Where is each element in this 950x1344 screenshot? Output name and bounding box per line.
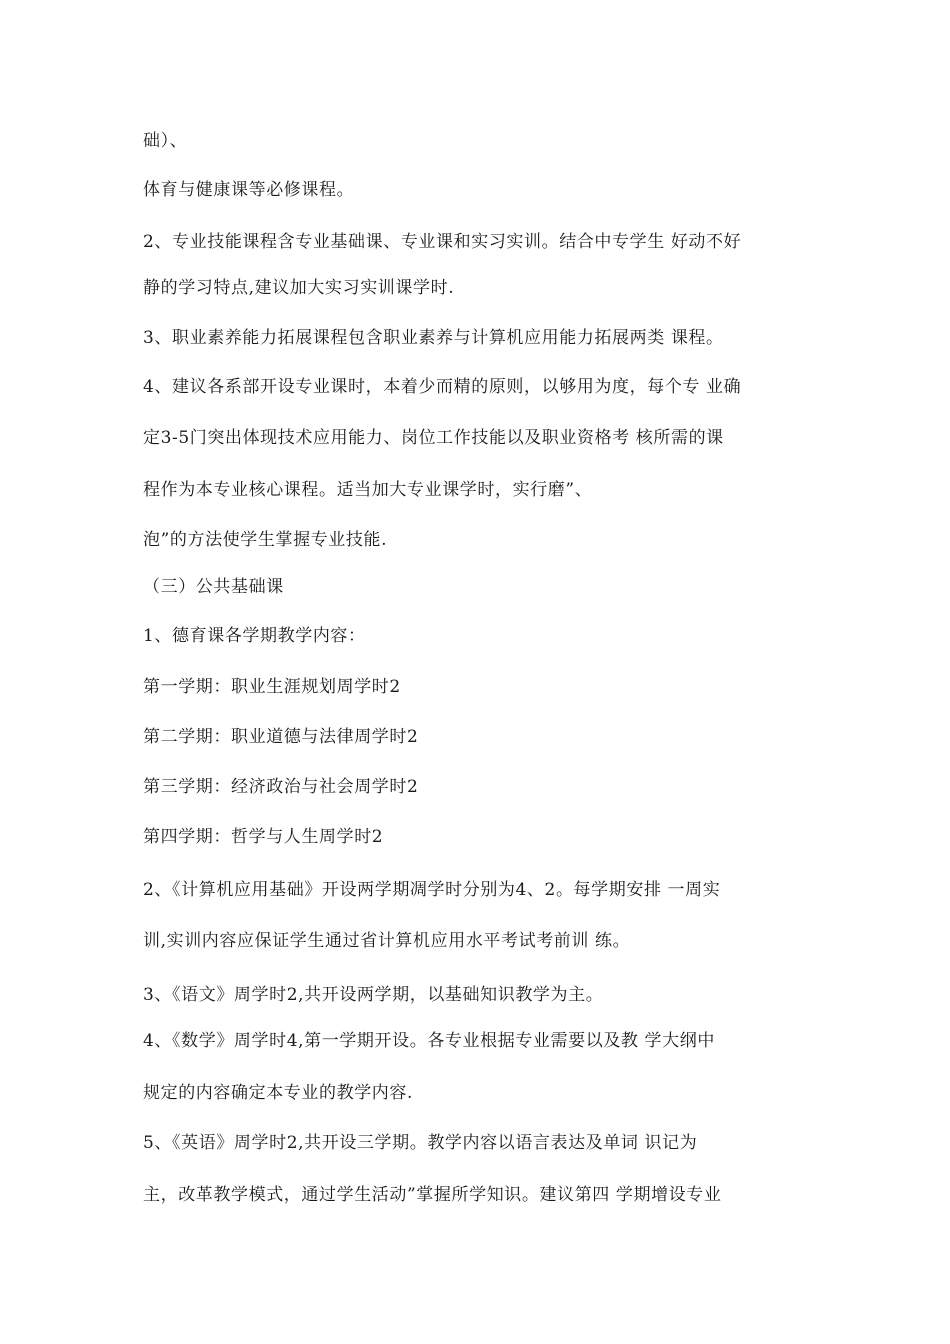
text-line: 第三学期：经济政治与社会周学时2 bbox=[143, 777, 419, 797]
text-line: 体育与健康课等必修课程。 bbox=[143, 180, 355, 200]
text-line: 第一学期：职业生涯规划周学时2 bbox=[143, 677, 401, 697]
text-line: 规定的内容确定本专业的教学内容. bbox=[143, 1083, 414, 1103]
text-line: 4、建议各系部开设专业课时，本着少而精的原则，以够用为度，每个专 业确 bbox=[143, 377, 742, 397]
text-line: 泡”的方法使学生掌握专业技能. bbox=[143, 530, 388, 550]
text-line: 静的学习特点,建议加大实习实训课学时. bbox=[143, 278, 455, 298]
section-heading: （三）公共基础课 bbox=[143, 577, 284, 597]
text-line: 3、职业素养能力拓展课程包含职业素养与计算机应用能力拓展两类 课程。 bbox=[143, 328, 724, 348]
text-line: 1、德育课各学期教学内容： bbox=[143, 626, 366, 646]
text-line: 3、《语文》周学时2,共开设两学期，以基础知识教学为主。 bbox=[143, 985, 604, 1005]
text-line: 础）、 bbox=[143, 131, 188, 151]
text-line: 训,实训内容应保证学生通过省计算机应用水平考试考前训 练。 bbox=[143, 931, 631, 951]
text-line: 4、《数学》周学时4,第一学期开设。各专业根据专业需要以及教 学大纲中 bbox=[143, 1031, 715, 1051]
text-line: 程作为本专业核心课程。适当加大专业课学时，实行磨”、 bbox=[143, 480, 593, 500]
text-line: 第四学期：哲学与人生周学时2 bbox=[143, 827, 384, 847]
text-line: 定3-5门突出体现技术应用能力、岗位工作技能以及职业资格考 核所需的课 bbox=[143, 428, 724, 448]
text-line: 2、专业技能课程含专业基础课、专业课和实习实训。结合中专学生 好动不好 bbox=[143, 232, 742, 252]
text-line: 5、《英语》周学时2,共开设三学期。教学内容以语言表达及单词 识记为 bbox=[143, 1133, 698, 1153]
text-line: 第二学期：职业道德与法律周学时2 bbox=[143, 727, 419, 747]
text-line: 主，改革教学模式，通过学生活动”掌握所学知识。建议第四 学期增设专业 bbox=[143, 1185, 722, 1205]
text-line: 2、《计算机应用基础》开设两学期凋学时分别为4、2。每学期安排 一周实 bbox=[143, 880, 721, 900]
